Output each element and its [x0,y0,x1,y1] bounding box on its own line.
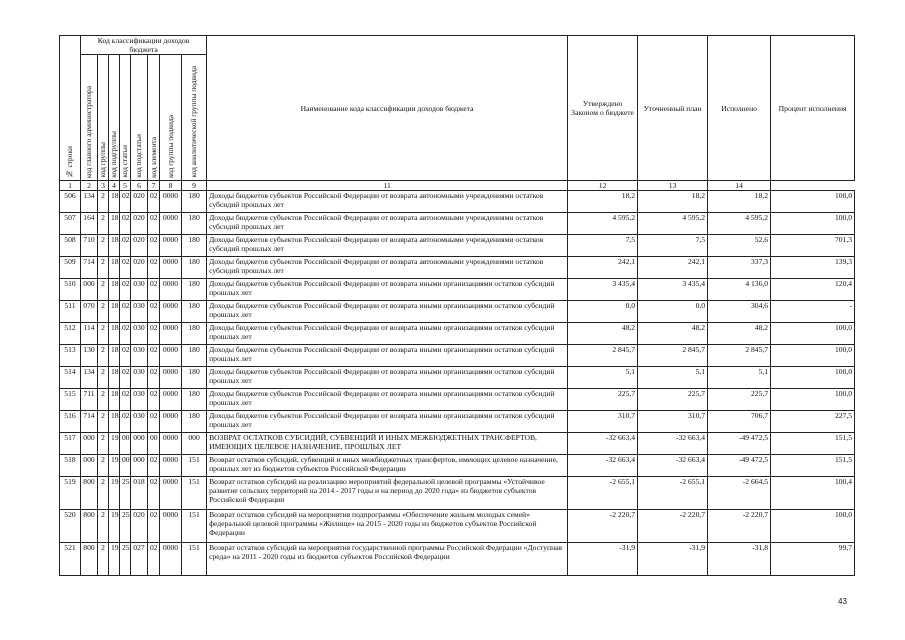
income-name: Доходы бюджетов субъектов Российской Федерации от возврата иными организациями остатков субсидий прошлых лет [207,279,568,301]
analytic-group-code: 180 [182,301,207,323]
column-number: 8 [160,181,182,191]
analytic-group-code: 180 [182,235,207,257]
column-number: 3 [98,181,109,191]
executed-value: -2 220,7 [708,510,771,543]
group-code: 2 [98,510,109,543]
row-number: 516 [60,411,81,433]
approved-value: 225,7 [568,389,638,411]
element-code: 00 [148,433,160,455]
subgroup-code: 18 [109,411,120,433]
code-col-header: код группы [98,55,109,181]
plan-value: -2 655,1 [638,477,708,510]
plan-value: -2 220,7 [638,510,708,543]
article-code: 25 [120,543,131,576]
table-row [60,279,855,301]
table-row [60,345,855,367]
page-number: 43 [838,597,847,606]
approved-header: Утверждено Законом о бюджете [568,36,638,181]
subtype-group-code: 0000 [160,279,182,301]
subarticle-code: 030 [131,411,148,433]
subtype-group-code: 0000 [160,345,182,367]
row-number-header: № строки [60,36,81,181]
subarticle-code: 020 [131,510,148,543]
subarticle-code: 030 [131,323,148,345]
executed-value: -31,8 [708,543,771,576]
article-code: 02 [120,411,131,433]
element-code: 02 [148,367,160,389]
group-code: 2 [98,257,109,279]
approved-value: 7,5 [568,235,638,257]
subarticle-code: 030 [131,301,148,323]
subgroup-code: 18 [109,279,120,301]
executed-value: -2 664,5 [708,477,771,510]
column-number: 2 [81,181,98,191]
admin-code: 800 [81,477,98,510]
subarticle-code: 000 [131,455,148,477]
subtype-group-code: 0000 [160,191,182,213]
plan-value: -32 663,4 [638,433,708,455]
group-code: 2 [98,191,109,213]
executed-value: 5,1 [708,367,771,389]
approved-value: 4 595,2 [568,213,638,235]
admin-code: 070 [81,301,98,323]
subtype-group-code: 0000 [160,213,182,235]
percent-value: 100,0 [771,367,855,389]
approved-value: 310,7 [568,411,638,433]
group-code: 2 [98,543,109,576]
table-row [60,235,855,257]
row-number: 514 [60,367,81,389]
analytic-group-code: 180 [182,367,207,389]
percent-value: 100,0 [771,510,855,543]
group-code: 2 [98,301,109,323]
table-row [60,213,855,235]
admin-code: 711 [81,389,98,411]
executed-value: 48,2 [708,323,771,345]
plan-header: Уточненный план [638,36,708,181]
income-name: Доходы бюджетов субъектов Российской Федерации от возврата иными организациями остатков субсидий прошлых лет [207,345,568,367]
group-code: 2 [98,235,109,257]
element-code: 02 [148,455,160,477]
table-row [60,301,855,323]
approved-value: 0,0 [568,301,638,323]
table-row [60,191,855,213]
row-number: 512 [60,323,81,345]
executed-value: 4 595,2 [708,213,771,235]
subgroup-code: 19 [109,477,120,510]
element-code: 02 [148,510,160,543]
article-code: 02 [120,301,131,323]
subtype-group-code: 0000 [160,323,182,345]
analytic-group-code: 180 [182,257,207,279]
analytic-group-code: 151 [182,510,207,543]
element-code: 02 [148,389,160,411]
executed-value: 706,7 [708,411,771,433]
code-col-header: код подстатьи [131,55,148,181]
admin-code: 710 [81,235,98,257]
element-code: 02 [148,477,160,510]
percent-value: - [771,301,855,323]
table-row [60,389,855,411]
row-number: 506 [60,191,81,213]
plan-value: -32 663,4 [638,455,708,477]
admin-code: 000 [81,433,98,455]
subarticle-code: 020 [131,235,148,257]
executed-value: 337,3 [708,257,771,279]
subarticle-code: 030 [131,389,148,411]
classification-code-header: Код классификации доходов бюджета [81,36,207,55]
approved-value: -31,9 [568,543,638,576]
subarticle-code: 030 [131,345,148,367]
row-number: 521 [60,543,81,576]
admin-code: 000 [81,455,98,477]
percent-value: 100,0 [771,389,855,411]
plan-value: 7,5 [638,235,708,257]
element-code: 02 [148,213,160,235]
admin-code: 714 [81,411,98,433]
article-code: 02 [120,345,131,367]
column-numbers-row [60,181,855,191]
element-code: 02 [148,235,160,257]
analytic-group-code: 000 [182,433,207,455]
percent-value: 100,0 [771,345,855,367]
group-code: 2 [98,323,109,345]
element-code: 02 [148,257,160,279]
group-code: 2 [98,345,109,367]
column-number: 9 [182,181,207,191]
subarticle-code: 000 [131,433,148,455]
row-number: 507 [60,213,81,235]
table-row [60,510,855,543]
analytic-group-code: 180 [182,213,207,235]
admin-code: 134 [81,191,98,213]
income-name: Возврат остатков субсидий на мероприятия подпрограммы «Обеспечение жильем молодых семей» федеральной целевой программы «Жилище» на 2015 - 2020 годы из бюджетов субъектов Российской Федерации [207,510,568,543]
code-col-header: код элемента [148,55,160,181]
table-body [60,191,855,576]
approved-value: 3 435,4 [568,279,638,301]
element-code: 02 [148,323,160,345]
income-name: Возврат остатков субсидий, субвенций и иных межбюджетных трансфертов, имеющих целевое назначение, прошлых лет из бюджетов субъектов Российской Федерации [207,455,568,477]
subtype-group-code: 0000 [160,510,182,543]
analytic-group-code: 151 [182,543,207,576]
subgroup-code: 18 [109,235,120,257]
group-code: 2 [98,213,109,235]
plan-value: -31,9 [638,543,708,576]
executed-value: 18,2 [708,191,771,213]
element-code: 02 [148,543,160,576]
row-number: 508 [60,235,81,257]
subgroup-code: 19 [109,455,120,477]
element-code: 02 [148,191,160,213]
row-number: 517 [60,433,81,455]
group-code: 2 [98,477,109,510]
code-col-header: код подгруппы [109,55,120,181]
income-name: Доходы бюджетов субъектов Российской Федерации от возврата автономными учреждениями остатков субсидий прошлых лет [207,235,568,257]
row-number: 511 [60,301,81,323]
approved-value: 2 845,7 [568,345,638,367]
income-name: Доходы бюджетов субъектов Российской Федерации от возврата иными организациями остатков субсидий прошлых лет [207,323,568,345]
analytic-group-code: 180 [182,323,207,345]
plan-value: 225,7 [638,389,708,411]
subtype-group-code: 0000 [160,543,182,576]
article-code: 02 [120,213,131,235]
element-code: 02 [148,411,160,433]
column-number: 5 [120,181,131,191]
row-number: 515 [60,389,81,411]
approved-value: 242,1 [568,257,638,279]
income-name: Доходы бюджетов субъектов Российской Федерации от возврата автономными учреждениями остатков субсидий прошлых лет [207,213,568,235]
percent-value: 151,5 [771,433,855,455]
article-code: 02 [120,323,131,345]
subtype-group-code: 0000 [160,257,182,279]
article-code: 02 [120,235,131,257]
plan-value: 5,1 [638,367,708,389]
table-row [60,433,855,455]
table-row [60,543,855,576]
analytic-group-code: 151 [182,455,207,477]
analytic-group-code: 151 [182,477,207,510]
percent-value: 151,5 [771,455,855,477]
percent-value: 227,5 [771,411,855,433]
income-name: Доходы бюджетов субъектов Российской Федерации от возврата иными организациями остатков субсидий прошлых лет [207,367,568,389]
group-code: 2 [98,279,109,301]
plan-value: 0,0 [638,301,708,323]
column-number: 12 [568,181,638,191]
subtype-group-code: 0000 [160,477,182,510]
name-header: Наименование кода классификации доходов бюджета [207,36,568,181]
table-row [60,411,855,433]
column-number: 14 [708,181,771,191]
article-code: 00 [120,455,131,477]
analytic-group-code: 180 [182,191,207,213]
approved-value: 18,2 [568,191,638,213]
code-col-header: код группы подвида [160,55,182,181]
approved-value: -32 663,4 [568,455,638,477]
income-name: Доходы бюджетов субъектов Российской Федерации от возврата автономными учреждениями остатков субсидий прошлых лет [207,257,568,279]
code-col-header: код главного администратора [81,55,98,181]
subgroup-code: 18 [109,345,120,367]
column-number: 1 [60,181,81,191]
plan-value: 18,2 [638,191,708,213]
percent-header: Процент исполнения [771,36,855,181]
subgroup-code: 18 [109,301,120,323]
subtype-group-code: 0000 [160,411,182,433]
subarticle-code: 020 [131,191,148,213]
income-name: Доходы бюджетов субъектов Российской Федерации от возврата иными организациями остатков субсидий прошлых лет [207,301,568,323]
plan-value: 310,7 [638,411,708,433]
income-name: Доходы бюджетов субъектов Российской Федерации от возврата автономными учреждениями остатков субсидий прошлых лет [207,191,568,213]
executed-value: -49 472,5 [708,455,771,477]
plan-value: 3 435,4 [638,279,708,301]
approved-value: -32 663,4 [568,433,638,455]
table-row [60,323,855,345]
executed-header: Исполнено [708,36,771,181]
executed-value: -49 472,5 [708,433,771,455]
subgroup-code: 18 [109,191,120,213]
article-code: 02 [120,389,131,411]
subarticle-code: 030 [131,279,148,301]
admin-code: 134 [81,367,98,389]
executed-value: 304,6 [708,301,771,323]
admin-code: 130 [81,345,98,367]
plan-value: 4 595,2 [638,213,708,235]
percent-value: 100,0 [771,323,855,345]
subgroup-code: 18 [109,257,120,279]
row-number: 510 [60,279,81,301]
subgroup-code: 18 [109,367,120,389]
code-col-header: код статьи [120,55,131,181]
subtype-group-code: 0000 [160,455,182,477]
element-code: 02 [148,301,160,323]
article-code: 02 [120,279,131,301]
budget-table [59,35,855,576]
column-number: 4 [109,181,120,191]
table-row [60,477,855,510]
analytic-group-code: 180 [182,411,207,433]
admin-code: 714 [81,257,98,279]
percent-value: 701,3 [771,235,855,257]
executed-value: 225,7 [708,389,771,411]
table-row [60,455,855,477]
group-code: 2 [98,433,109,455]
element-code: 02 [148,345,160,367]
subtype-group-code: 0000 [160,389,182,411]
article-code: 25 [120,477,131,510]
group-code: 2 [98,411,109,433]
row-number: 519 [60,477,81,510]
row-number: 518 [60,455,81,477]
subarticle-code: 027 [131,543,148,576]
analytic-group-code: 180 [182,279,207,301]
subgroup-code: 19 [109,433,120,455]
subgroup-code: 18 [109,389,120,411]
subtype-group-code: 0000 [160,367,182,389]
percent-value: 139,3 [771,257,855,279]
subtype-group-code: 0000 [160,433,182,455]
approved-value: 48,2 [568,323,638,345]
row-number: 513 [60,345,81,367]
approved-value: -2 655,1 [568,477,638,510]
plan-value: 2 845,7 [638,345,708,367]
subarticle-code: 020 [131,257,148,279]
executed-value: 4 136,0 [708,279,771,301]
article-code: 02 [120,367,131,389]
subgroup-code: 18 [109,213,120,235]
percent-value: 100,0 [771,191,855,213]
element-code: 02 [148,279,160,301]
subgroup-code: 18 [109,323,120,345]
analytic-group-code: 180 [182,389,207,411]
plan-value: 48,2 [638,323,708,345]
plan-value: 242,1 [638,257,708,279]
percent-value: 120,4 [771,279,855,301]
admin-code: 800 [81,510,98,543]
subgroup-code: 19 [109,543,120,576]
income-name: Доходы бюджетов субъектов Российской Федерации от возврата иными организациями остатков субсидий прошлых лет [207,411,568,433]
percent-value: 100,4 [771,477,855,510]
article-code: 02 [120,257,131,279]
income-name: Возврат остатков субсидий на мероприятия государственной программы Российской Федерации «Доступная среда» на 2011 - 2020 годы из бюджетов субъектов Российской Федерации [207,543,568,576]
group-code: 2 [98,455,109,477]
percent-value: 100,0 [771,213,855,235]
approved-value: -2 220,7 [568,510,638,543]
group-code: 2 [98,389,109,411]
subtype-group-code: 0000 [160,301,182,323]
percent-value: 99,7 [771,543,855,576]
executed-value: 2 845,7 [708,345,771,367]
income-name: ВОЗВРАТ ОСТАТКОВ СУБСИДИЙ, СУБВЕНЦИЙ И ИНЫХ МЕЖБЮДЖЕТНЫХ ТРАНСФЕРТОВ, ИМЕЮЩИХ ЦЕЛЕВОЕ НАЗНАЧЕНИЕ, ПРОШЛЫХ ЛЕТ [207,433,568,455]
income-name: Возврат остатков субсидий на реализацию мероприятий федеральной целевой программы «Устойчивое развитие сельских территорий на 2014 - 2017 годы и на период до 2020 года» из бюджетов субъектов Российской Федерации [207,477,568,510]
table-row [60,367,855,389]
admin-code: 000 [81,279,98,301]
code-col-header: код аналитической группы подвида [182,55,207,181]
subgroup-code: 19 [109,510,120,543]
article-code: 00 [120,433,131,455]
column-number: 13 [638,181,708,191]
column-number: 11 [207,181,568,191]
subarticle-code: 020 [131,213,148,235]
approved-value: 5,1 [568,367,638,389]
row-number: 520 [60,510,81,543]
row-number: 509 [60,257,81,279]
admin-code: 114 [81,323,98,345]
subarticle-code: 030 [131,367,148,389]
income-name: Доходы бюджетов субъектов Российской Федерации от возврата иными организациями остатков субсидий прошлых лет [207,389,568,411]
subtype-group-code: 0000 [160,235,182,257]
article-code: 25 [120,510,131,543]
subarticle-code: 018 [131,477,148,510]
article-code: 02 [120,191,131,213]
analytic-group-code: 180 [182,345,207,367]
table-row [60,257,855,279]
executed-value: 52,6 [708,235,771,257]
admin-code: 164 [81,213,98,235]
column-number: 7 [148,181,160,191]
group-code: 2 [98,367,109,389]
admin-code: 800 [81,543,98,576]
column-number: 6 [131,181,148,191]
